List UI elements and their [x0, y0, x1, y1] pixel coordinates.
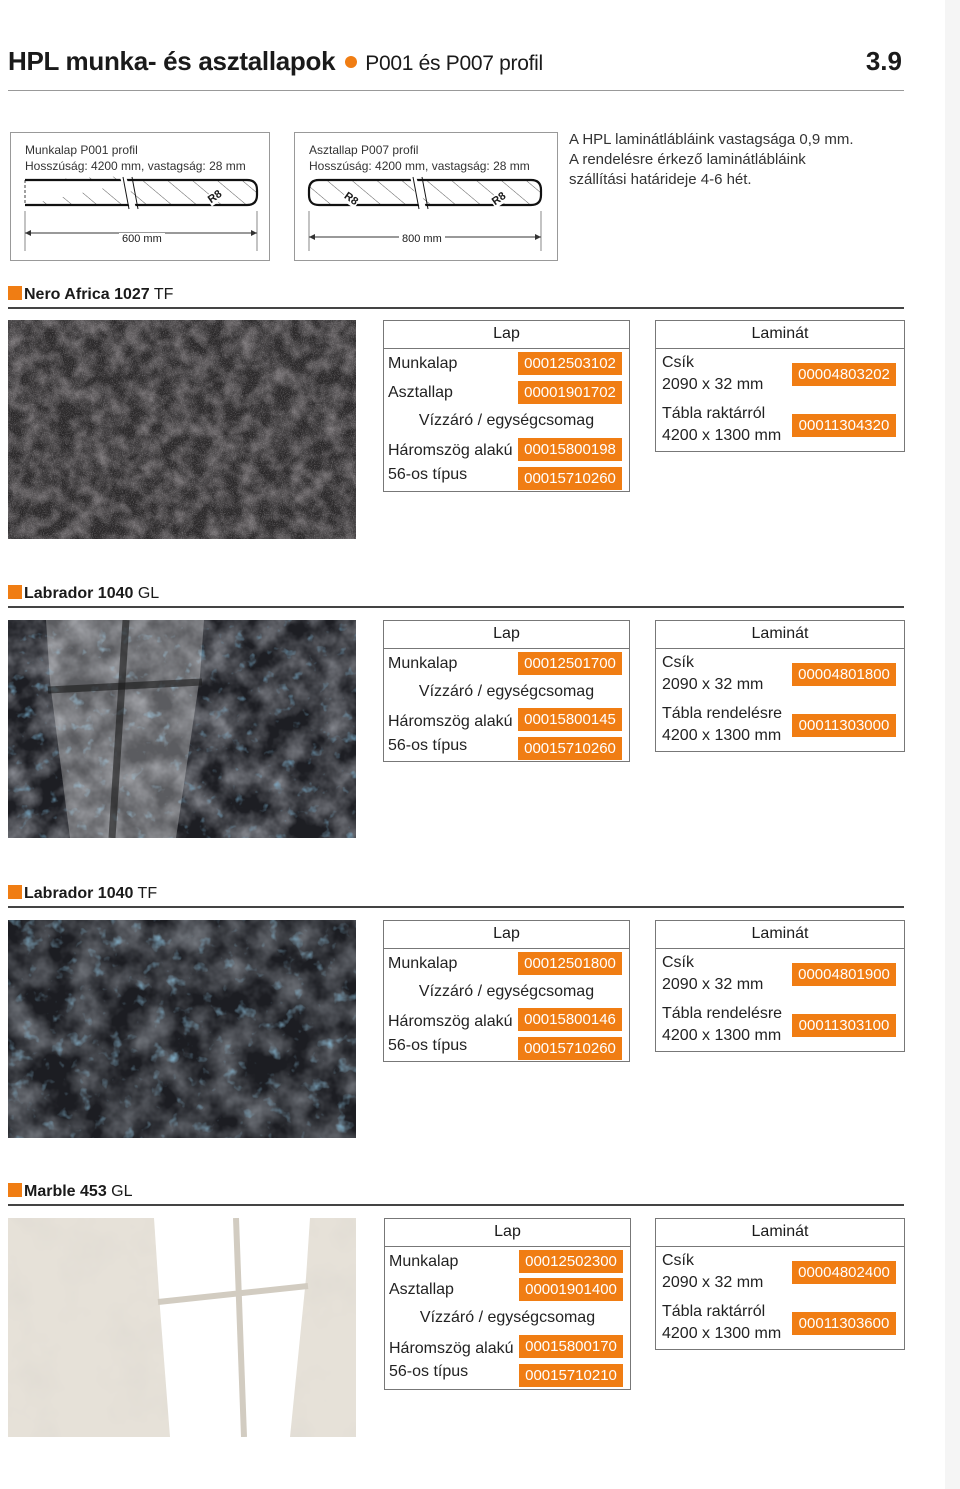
profile-p001-radius: R8 — [205, 188, 225, 206]
laminat-table-marble: Laminát Csík 2090 x 32 mm 00004802400 Tábla raktárról 4200 x 1300 mm 00011303600 — [655, 1218, 905, 1350]
page-number: 3.9 — [865, 46, 902, 76]
code-munkalap: 00012501700 — [518, 652, 622, 675]
section-title-nero-africa: Nero Africa 1027 TF — [8, 286, 173, 304]
code-asztallap: 00001901702 — [518, 381, 622, 404]
code-tabla: 00011303100 — [792, 1014, 896, 1037]
code-munkalap: 00012503102 — [518, 352, 622, 375]
section-rule — [8, 1204, 904, 1206]
page-edge-strip — [945, 0, 960, 1489]
orange-square-icon — [8, 585, 22, 599]
code-haromszog: 00015800145 — [518, 708, 622, 731]
swatch-nero-africa — [8, 320, 356, 539]
code-tipus: 00015710260 — [518, 467, 622, 490]
code-haromszog: 00015800146 — [518, 1008, 622, 1031]
laminat-table-labrador-tf: Laminát Csík 2090 x 32 mm 00004801900 Tábla rendelésre 4200 x 1300 mm 00011303100 — [655, 920, 905, 1052]
swatch-marble — [8, 1218, 356, 1437]
orange-square-icon — [8, 1183, 22, 1197]
laminat-table-nero-africa: Laminát Csík 2090 x 32 mm 00004803202 Tábla raktárról 4200 x 1300 mm 00011304320 — [655, 320, 905, 452]
lap-table-labrador-tf: Lap Munkalap 00012501800 Vízzáró / egységcsomag Háromszög alakú 00015800146 56-os típus 00015710260 — [383, 920, 630, 1062]
orange-square-icon — [8, 885, 22, 899]
laminat-table-labrador-gl: Laminát Csík 2090 x 32 mm 00004801800 Tábla rendelésre 4200 x 1300 mm 00011303000 — [655, 620, 905, 752]
profile-p001-width: 600 mm — [119, 233, 165, 245]
code-tipus: 00015710260 — [518, 1037, 622, 1060]
profile-p007-dims: Hosszúság: 4200 mm, vastagság: 28 mm — [309, 159, 530, 173]
section-rule — [8, 307, 904, 309]
code-csik: 00004801800 — [792, 663, 896, 686]
page-title-text: HPL munka- és asztallapok — [8, 46, 336, 76]
lap-table-marble: Lap Munkalap 00012502300 Asztallap 00001901400 Vízzáró / egységcsomag Háromszög alakú 00015800170 56-os típus 00015710210 — [384, 1218, 631, 1390]
info-text: A HPL laminátlábláink vastagsága 0,9 mm. A rendelésre érkező laminátlábláink szállítási határideje 4-6 hét. — [569, 131, 854, 188]
code-asztallap: 00001901400 — [519, 1278, 623, 1301]
section-title-labrador-tf: Labrador 1040 TF — [8, 885, 157, 903]
section-title-labrador-gl: Labrador 1040 GL — [8, 585, 159, 603]
code-munkalap: 00012501800 — [518, 952, 622, 975]
code-tipus: 00015710210 — [519, 1364, 623, 1387]
swatch-labrador-gl — [8, 620, 356, 838]
code-tabla: 00011303600 — [792, 1312, 896, 1335]
profile-p007-box — [294, 132, 558, 261]
code-munkalap: 00012502300 — [519, 1250, 623, 1273]
page-subtitle: P001 és P007 profil — [365, 52, 543, 75]
code-tabla: 00011303000 — [792, 714, 896, 737]
section-rule — [8, 606, 904, 608]
orange-dot-icon — [345, 56, 357, 68]
profile-p007-width: 800 mm — [399, 233, 445, 245]
code-tabla: 00011304320 — [792, 414, 896, 437]
code-haromszog: 00015800170 — [519, 1335, 623, 1358]
section-rule — [8, 906, 904, 908]
swatch-labrador-tf — [8, 920, 356, 1138]
code-csik: 00004801900 — [792, 963, 896, 986]
code-tipus: 00015710260 — [518, 737, 622, 760]
profile-p007-radius-right: R8 — [489, 190, 509, 208]
section-title-marble: Marble 453 GL — [8, 1183, 133, 1201]
profile-p007-radius-left: R8 — [341, 190, 361, 208]
lap-table-labrador-gl: Lap Munkalap 00012501700 Vízzáró / egységcsomag Háromszög alakú 00015800145 56-os típus 00015710260 — [383, 620, 630, 762]
profile-p007-title: Asztallap P007 profil — [309, 143, 419, 157]
code-csik: 00004803202 — [792, 363, 896, 386]
lap-table-nero-africa: Lap Munkalap 00012503102 Asztallap 00001901702 Vízzáró / egységcsomag Háromszög alakú 00015800198 56-os típus 00015710260 — [383, 320, 630, 492]
code-haromszog: 00015800198 — [518, 438, 622, 461]
profile-p001-title: Munkalap P001 profil — [25, 143, 138, 157]
profile-p001-dims: Hosszúság: 4200 mm, vastagság: 28 mm — [25, 159, 246, 173]
page-title — [8, 46, 543, 77]
orange-square-icon — [8, 286, 22, 300]
header-rule — [8, 90, 904, 91]
code-csik: 00004802400 — [792, 1261, 896, 1284]
profile-p001-box — [10, 132, 270, 261]
